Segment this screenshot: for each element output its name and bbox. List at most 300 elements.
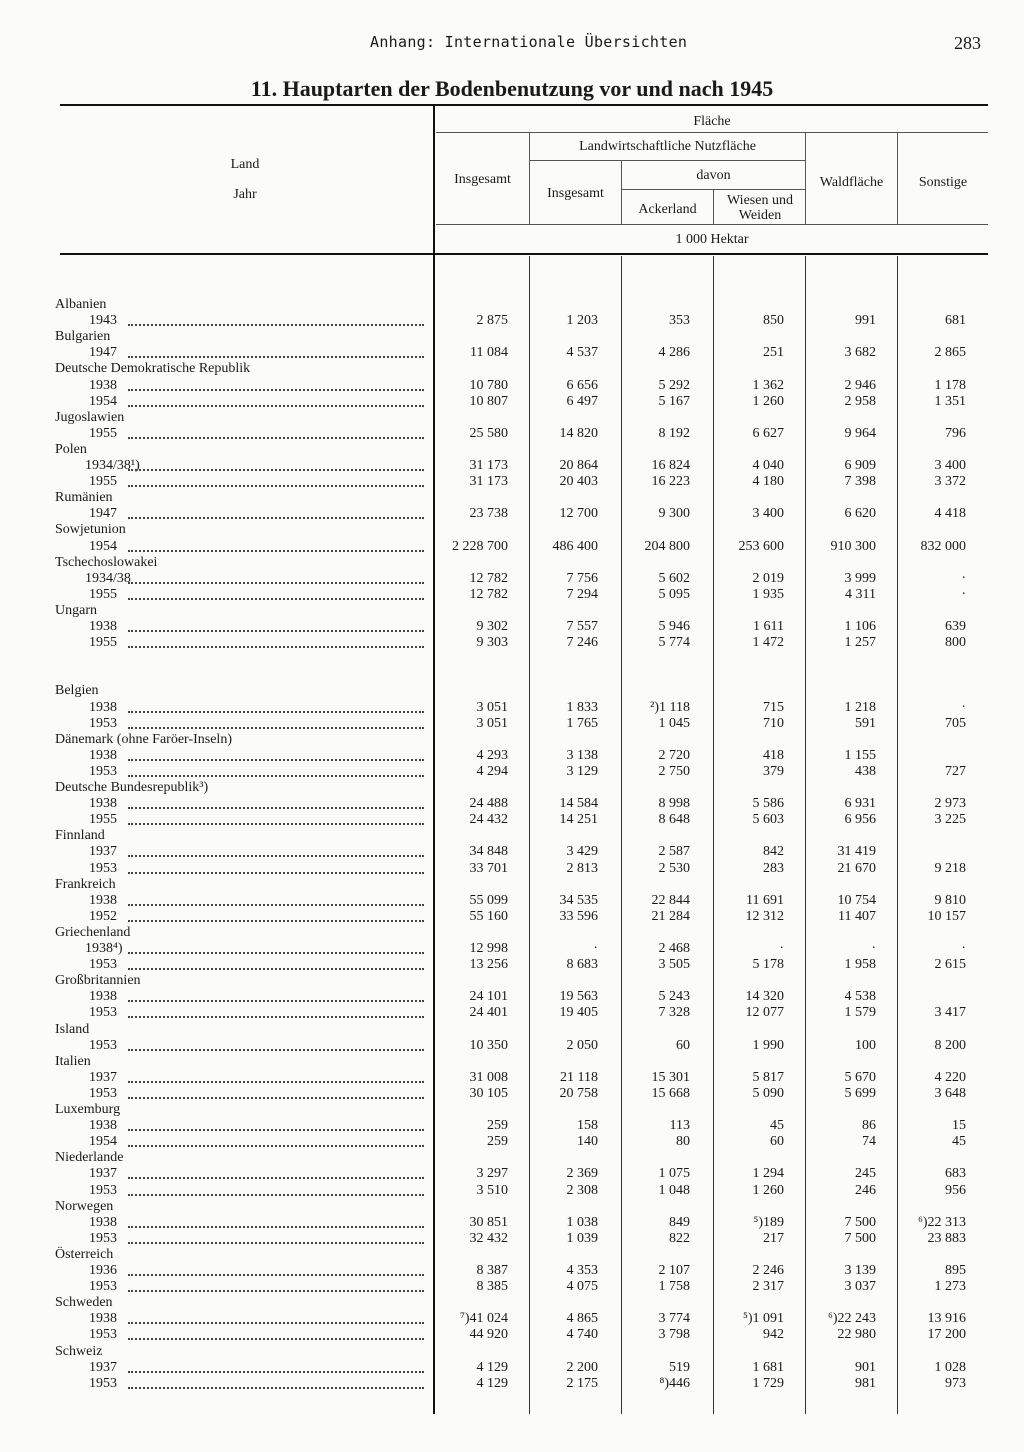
sonstige-cell: 1 178 <box>934 377 966 393</box>
waldflaeche-cell: 1 958 <box>844 957 876 973</box>
leader-dots <box>128 324 424 326</box>
year-cell: 1953 <box>89 1005 117 1021</box>
ackerland-cell: 2 468 <box>658 941 690 956</box>
year-cell: 1955 <box>89 812 117 828</box>
flaeche-insgesamt-cell: ⁷)41 024 <box>459 1311 508 1327</box>
country-name: Großbritannien <box>55 973 141 989</box>
year-cell: 1955 <box>89 474 117 490</box>
country-name: Island <box>55 1021 90 1037</box>
country-row <box>0 603 1000 619</box>
lw-insgesamt-cell: 21 118 <box>560 1069 598 1085</box>
sonstige-cell: · <box>961 586 966 602</box>
waldflaeche-cell: 1 106 <box>844 619 876 634</box>
sonstige-cell: 13 916 <box>927 1311 966 1327</box>
flaeche-insgesamt-cell: 55 099 <box>469 892 508 908</box>
wiesen-weiden-cell: 4 180 <box>752 474 784 490</box>
flaeche-insgesamt-cell: 10 780 <box>469 377 508 393</box>
sonstige-cell: 1 273 <box>934 1279 966 1295</box>
waldflaeche-cell: 100 <box>855 1037 876 1053</box>
ackerland-cell: 5 774 <box>658 635 690 651</box>
sonstige-cell: 9 218 <box>934 860 966 876</box>
wiesen-weiden-cell: 283 <box>763 860 784 876</box>
waldflaeche-cell: 31 419 <box>837 844 876 860</box>
leader-dots <box>128 759 424 761</box>
country-row <box>0 329 1000 345</box>
waldflaeche-cell: 10 754 <box>837 892 876 908</box>
leader-dots <box>128 1129 424 1131</box>
wiesen-weiden-cell: 715 <box>763 699 784 715</box>
leader-dots <box>128 855 424 857</box>
year-cell: 1938 <box>89 619 117 634</box>
year-cell: 1947 <box>89 506 117 522</box>
waldflaeche-cell: 991 <box>855 313 876 329</box>
sonstige-cell: 832 000 <box>920 538 966 554</box>
flaeche-insgesamt-cell: 24 488 <box>469 796 508 812</box>
header-davon: davon <box>696 168 731 183</box>
leader-dots <box>128 646 424 648</box>
table-title: 11. Hauptarten der Bodenbenutzung vor und nach 1945 <box>250 76 774 101</box>
ackerland-cell: 80 <box>676 1134 690 1150</box>
country-row <box>0 683 1000 699</box>
year-cell: 1953 <box>89 1037 117 1053</box>
year-cell: 1938 <box>89 1118 117 1134</box>
leader-dots <box>128 1387 424 1389</box>
table-row <box>0 506 1000 522</box>
ackerland-cell: 1 048 <box>658 1182 690 1198</box>
country-name: Deutsche Bundesrepublik³) <box>55 780 209 795</box>
leader-dots <box>128 952 424 954</box>
flaeche-insgesamt-cell: 30 105 <box>469 1085 508 1101</box>
country-row <box>0 925 1000 941</box>
wiesen-weiden-cell: 1 681 <box>752 1359 784 1375</box>
wiesen-weiden-cell: 14 320 <box>745 989 784 1005</box>
year-cell: 1938 <box>89 989 117 1005</box>
ackerland-cell: 3 774 <box>658 1311 690 1327</box>
year-cell: 1953 <box>89 860 117 876</box>
flaeche-insgesamt-cell: 24 432 <box>469 812 508 828</box>
ackerland-cell: 113 <box>669 1118 690 1134</box>
sonstige-cell: 3 372 <box>934 474 966 490</box>
waldflaeche-cell: 7 500 <box>844 1214 876 1230</box>
country-row <box>0 732 1000 748</box>
table-row <box>0 313 1000 329</box>
sonstige-cell: 9 810 <box>934 892 966 908</box>
waldflaeche-cell: 438 <box>855 763 876 779</box>
header-sonstige: Sonstige <box>918 175 968 190</box>
unit-topline <box>436 224 988 225</box>
year-cell: 1954 <box>89 393 117 409</box>
wiesen-weiden-cell: 12 312 <box>745 908 784 924</box>
table-row <box>0 571 1000 587</box>
waldflaeche-cell: 74 <box>862 1134 876 1150</box>
country-row <box>0 1199 1000 1215</box>
year-cell: 1937 <box>89 1359 117 1375</box>
wiesen-weiden-cell: 12 077 <box>745 1005 784 1021</box>
waldflaeche-cell: 1 257 <box>844 635 876 651</box>
year-cell: 1953 <box>89 1230 117 1246</box>
wiesen-weiden-cell: 5 586 <box>752 796 784 812</box>
ackerland-cell: 2 530 <box>658 860 690 876</box>
leader-dots <box>128 823 424 825</box>
country-name: Bulgarien <box>55 329 111 345</box>
lw-insgesamt-cell: 3 429 <box>566 844 598 860</box>
table-row <box>0 764 1000 780</box>
sonstige-cell: 973 <box>945 1375 966 1391</box>
ackerland-cell: 9 300 <box>658 506 690 522</box>
leader-dots <box>128 437 424 439</box>
wiesen-weiden-cell: 1 362 <box>752 377 784 393</box>
header-land: Land <box>230 157 260 172</box>
wiesen-weiden-cell: 5 603 <box>752 812 784 828</box>
table-row <box>0 1263 1000 1279</box>
country-name: Italien <box>55 1053 91 1069</box>
country-row <box>0 522 1000 538</box>
leader-dots <box>128 1274 424 1276</box>
flaeche-insgesamt-cell: 3 051 <box>476 715 508 731</box>
sonstige-cell: 1 028 <box>934 1359 966 1375</box>
ackerland-cell: 5 602 <box>658 570 690 586</box>
table-row <box>0 378 1000 394</box>
hdr-vline-3 <box>713 190 714 224</box>
country-row <box>0 877 1000 893</box>
wiesen-weiden-cell: 1 294 <box>752 1166 784 1182</box>
ackerland-cell: 353 <box>669 313 690 329</box>
sonstige-cell: · <box>961 699 966 715</box>
leader-dots <box>128 1194 424 1196</box>
flaeche-insgesamt-cell: 8 385 <box>476 1279 508 1295</box>
lw-insgesamt-cell: 4 865 <box>566 1311 598 1327</box>
year-cell: 1955 <box>89 425 117 441</box>
flaeche-underline <box>436 132 988 133</box>
year-cell: 1953 <box>89 1182 117 1198</box>
year-cell: 1943 <box>89 313 117 329</box>
ackerland-cell: 21 284 <box>651 908 690 924</box>
sonstige-cell: 3 417 <box>934 1005 966 1021</box>
ackerland-cell: 5 095 <box>658 586 690 602</box>
year-cell: 1934/38¹) <box>85 458 140 473</box>
leader-dots <box>128 598 424 600</box>
leader-dots <box>128 711 424 713</box>
table-row <box>0 1166 1000 1182</box>
wiesen-weiden-cell: 11 691 <box>746 892 784 908</box>
year-cell: 1953 <box>89 957 117 973</box>
sonstige-cell: 23 883 <box>927 1230 966 1246</box>
year-cell: 1938⁴) <box>85 941 123 956</box>
wiesen-weiden-cell: · <box>779 941 784 956</box>
lw-insgesamt-cell: 12 700 <box>559 506 598 522</box>
year-cell: 1955 <box>89 635 117 651</box>
leader-dots <box>128 469 424 471</box>
table-row <box>0 1215 1000 1231</box>
header-lw-insgesamt: Insgesamt <box>547 186 604 201</box>
lw-insgesamt-cell: 2 369 <box>566 1166 598 1182</box>
flaeche-insgesamt-cell: 3 510 <box>476 1182 508 1198</box>
leader-dots <box>128 872 424 874</box>
year-cell: 1937 <box>89 1069 117 1085</box>
country-name: Schweden <box>55 1295 113 1311</box>
header-lw-nutzflaeche: Landwirtschaftliche Nutzfläche <box>579 139 756 154</box>
wiesen-weiden-cell: 1 990 <box>752 1037 784 1053</box>
country-row <box>0 1054 1000 1070</box>
ackerland-cell: 3 505 <box>658 957 690 973</box>
table-row <box>0 861 1000 877</box>
sonstige-cell: 15 <box>952 1118 966 1134</box>
table-row <box>0 1086 1000 1102</box>
country-name: Griechenland <box>55 924 131 940</box>
lw-insgesamt-cell: 33 596 <box>559 908 598 924</box>
wiesen-weiden-cell: 3 400 <box>752 506 784 522</box>
sonstige-cell: 2 865 <box>934 345 966 361</box>
leader-dots <box>128 775 424 777</box>
lw-insgesamt-cell: 1 038 <box>566 1214 598 1230</box>
waldflaeche-cell: 1 155 <box>844 747 876 763</box>
flaeche-insgesamt-cell: 12 782 <box>469 586 508 602</box>
lw-insgesamt-cell: 34 535 <box>559 892 598 908</box>
ackerland-cell: 5 292 <box>658 377 690 393</box>
wiesen-weiden-cell: ⁵)189 <box>753 1214 784 1230</box>
leader-dots <box>128 807 424 809</box>
leader-dots <box>128 1081 424 1083</box>
lw-insgesamt-cell: 4 075 <box>566 1279 598 1295</box>
ackerland-cell: 204 800 <box>644 538 690 554</box>
lw-insgesamt-cell: 20 864 <box>559 458 598 473</box>
sonstige-cell: 639 <box>945 619 966 634</box>
table-row <box>0 635 1000 651</box>
ackerland-cell: 5 243 <box>658 989 690 1005</box>
year-cell: 1938 <box>89 747 117 763</box>
flaeche-insgesamt-cell: 33 701 <box>469 860 508 876</box>
table-row <box>0 1118 1000 1134</box>
wiesen-weiden-cell: 379 <box>763 763 784 779</box>
waldflaeche-cell: 9 964 <box>844 425 876 441</box>
flaeche-insgesamt-cell: 2 228 700 <box>452 538 508 554</box>
leader-dots <box>128 1242 424 1244</box>
ackerland-cell: 822 <box>669 1230 690 1246</box>
country-row <box>0 1247 1000 1263</box>
ackerland-cell: 5 167 <box>658 393 690 409</box>
leader-dots <box>128 1371 424 1373</box>
waldflaeche-cell: 6 931 <box>844 796 876 812</box>
waldflaeche-cell: 7 398 <box>844 474 876 490</box>
sonstige-cell: 2 615 <box>934 957 966 973</box>
year-cell: 1937 <box>89 844 117 860</box>
waldflaeche-cell: 4 538 <box>844 989 876 1005</box>
ackerland-cell: ²)1 118 <box>650 699 690 715</box>
lw-insgesamt-cell: 486 400 <box>552 538 598 554</box>
table-row <box>0 587 1000 603</box>
lw-insgesamt-cell: 20 403 <box>559 474 598 490</box>
ackerland-cell: 15 668 <box>651 1085 690 1101</box>
sonstige-cell: 3 225 <box>934 812 966 828</box>
sonstige-cell: 10 157 <box>927 908 966 924</box>
sonstige-cell: 3 648 <box>934 1085 966 1101</box>
header-waldflaeche: Waldfläche <box>819 175 884 190</box>
ackerland-cell: ⁸)446 <box>659 1375 690 1391</box>
sonstige-cell: 45 <box>952 1134 966 1150</box>
flaeche-insgesamt-cell: 31 173 <box>469 458 508 473</box>
year-cell: 1954 <box>89 538 117 554</box>
wiesen-weiden-cell: 45 <box>770 1118 784 1134</box>
leader-dots <box>128 1097 424 1099</box>
waldflaeche-cell: 4 311 <box>845 586 876 602</box>
waldflaeche-cell: 1 579 <box>844 1005 876 1021</box>
ackerland-cell: 2 720 <box>658 747 690 763</box>
sonstige-cell: 17 200 <box>927 1327 966 1343</box>
flaeche-insgesamt-cell: 9 302 <box>476 619 508 634</box>
country-name: Jugoslawien <box>55 409 125 425</box>
table-row <box>0 1038 1000 1054</box>
country-name: Frankreich <box>55 876 116 892</box>
lw-insgesamt-cell: 4 740 <box>566 1327 598 1343</box>
lw-insgesamt-cell: 14 584 <box>559 796 598 812</box>
running-head: Anhang: Internationale Übersichten <box>370 33 688 51</box>
leader-dots <box>128 630 424 632</box>
waldflaeche-cell: 21 670 <box>837 860 876 876</box>
lw-insgesamt-cell: 1 039 <box>566 1230 598 1246</box>
table-row <box>0 394 1000 410</box>
wiesen-weiden-cell: 217 <box>763 1230 784 1246</box>
year-cell: 1938 <box>89 699 117 715</box>
lw-insgesamt-cell: 6 497 <box>566 393 598 409</box>
lw-insgesamt-cell: 1 203 <box>566 313 598 329</box>
lw-insgesamt-cell: · <box>593 941 598 956</box>
waldflaeche-cell: 6 909 <box>844 458 876 473</box>
lw-insgesamt-cell: 1 765 <box>566 715 598 731</box>
header-unit: 1 000 Hektar <box>675 232 749 247</box>
flaeche-insgesamt-cell: 9 303 <box>476 635 508 651</box>
wiesen-weiden-cell: 1 935 <box>752 586 784 602</box>
wiesen-weiden-cell: 942 <box>763 1327 784 1343</box>
table-row <box>0 957 1000 973</box>
year-cell: 1953 <box>89 1375 117 1391</box>
lw-insgesamt-cell: 3 129 <box>566 763 598 779</box>
waldflaeche-cell: 3 999 <box>844 570 876 586</box>
lw-insgesamt-cell: 2 175 <box>566 1375 598 1391</box>
year-cell: 1954 <box>89 1134 117 1150</box>
table-row <box>0 619 1000 635</box>
table-row <box>0 426 1000 442</box>
waldflaeche-cell: 3 682 <box>844 345 876 361</box>
table-row <box>0 1376 1000 1392</box>
wiesen-weiden-cell: 1 260 <box>752 1182 784 1198</box>
table-row <box>0 844 1000 860</box>
lw-insgesamt-cell: 14 251 <box>559 812 598 828</box>
wiesen-weiden-cell: 842 <box>763 844 784 860</box>
flaeche-insgesamt-cell: 12 782 <box>469 570 508 586</box>
flaeche-insgesamt-cell: 23 738 <box>469 506 508 522</box>
country-row <box>0 1102 1000 1118</box>
waldflaeche-cell: 7 500 <box>844 1230 876 1246</box>
country-name: Dänemark (ohne Faröer-Inseln) <box>55 731 232 747</box>
country-row <box>0 442 1000 458</box>
flaeche-insgesamt-cell: 8 387 <box>476 1263 508 1278</box>
flaeche-insgesamt-cell: 259 <box>487 1134 508 1150</box>
sonstige-cell: · <box>961 941 966 956</box>
sonstige-cell: 683 <box>945 1166 966 1182</box>
flaeche-insgesamt-cell: 11 084 <box>470 345 508 361</box>
ackerland-cell: 4 286 <box>658 345 690 361</box>
header-top-rule <box>60 104 988 106</box>
waldflaeche-cell: 3 139 <box>844 1263 876 1278</box>
year-cell: 1938 <box>89 377 117 393</box>
leader-dots <box>128 1322 424 1324</box>
leader-dots <box>128 1000 424 1002</box>
wiesen-weiden-cell: 418 <box>763 747 784 763</box>
table-row <box>0 989 1000 1005</box>
waldflaeche-cell: 3 037 <box>844 1279 876 1295</box>
lw-insgesamt-cell: 140 <box>577 1134 598 1150</box>
flaeche-insgesamt-cell: 4 129 <box>476 1375 508 1391</box>
ackerland-cell: 1 075 <box>658 1166 690 1182</box>
leader-dots <box>128 550 424 552</box>
waldflaeche-cell: 5 699 <box>844 1085 876 1101</box>
wiesen-weiden-cell: 5 090 <box>752 1085 784 1101</box>
country-name: Sowjetunion <box>55 522 126 538</box>
wiesen-weiden-cell: 1 729 <box>752 1375 784 1391</box>
leader-dots <box>128 968 424 970</box>
wiesen-weiden-cell: 2 246 <box>752 1263 784 1278</box>
year-cell: 1938 <box>89 1311 117 1327</box>
ackerland-cell: 7 328 <box>658 1005 690 1021</box>
flaeche-insgesamt-cell: 24 401 <box>469 1005 508 1021</box>
country-row <box>0 555 1000 571</box>
waldflaeche-cell: 6 956 <box>844 812 876 828</box>
country-row <box>0 1344 1000 1360</box>
leader-dots <box>128 389 424 391</box>
ackerland-cell: 16 824 <box>651 458 690 473</box>
leader-dots <box>128 485 424 487</box>
waldflaeche-cell: 22 980 <box>837 1327 876 1343</box>
wiesen-weiden-cell: 2 317 <box>752 1279 784 1295</box>
sonstige-cell: 796 <box>945 425 966 441</box>
flaeche-insgesamt-cell: 3 297 <box>476 1166 508 1182</box>
country-row <box>0 297 1000 313</box>
flaeche-insgesamt-cell: 4 129 <box>476 1359 508 1375</box>
table-row <box>0 1070 1000 1086</box>
waldflaeche-cell: 6 620 <box>844 506 876 522</box>
leader-dots <box>128 1145 424 1147</box>
wiesen-weiden-cell: 1 260 <box>752 393 784 409</box>
lw-insgesamt-cell: 158 <box>577 1118 598 1134</box>
table-row <box>0 1360 1000 1376</box>
leader-dots <box>128 904 424 906</box>
country-row <box>0 828 1000 844</box>
wiesen-weiden-cell: 251 <box>763 345 784 361</box>
lw-insgesamt-cell: 7 246 <box>566 635 598 651</box>
wiesen-weiden-cell: 5 817 <box>752 1069 784 1085</box>
sonstige-cell: 956 <box>945 1182 966 1198</box>
table-row <box>0 796 1000 812</box>
lw-insgesamt-cell: 7 294 <box>566 586 598 602</box>
year-cell: 1955 <box>89 586 117 602</box>
header-flaeche: Fläche <box>693 114 731 129</box>
wiesen-weiden-cell: 253 600 <box>738 538 784 554</box>
flaeche-insgesamt-cell: 2 875 <box>476 313 508 329</box>
table-row <box>0 345 1000 361</box>
country-name: Ungarn <box>55 602 97 618</box>
ackerland-cell: 1 045 <box>658 715 690 731</box>
lw-insgesamt-cell: 20 758 <box>559 1085 598 1101</box>
year-cell: 1938 <box>89 1214 117 1230</box>
ackerland-cell: 2 750 <box>658 763 690 779</box>
waldflaeche-cell: 901 <box>855 1359 876 1375</box>
leader-dots <box>128 727 424 729</box>
flaeche-insgesamt-cell: 34 848 <box>469 844 508 860</box>
wiesen-weiden-cell: 6 627 <box>752 425 784 441</box>
flaeche-insgesamt-cell: 55 160 <box>469 908 508 924</box>
flaeche-insgesamt-cell: 10 807 <box>469 393 508 409</box>
table-row <box>0 909 1000 925</box>
